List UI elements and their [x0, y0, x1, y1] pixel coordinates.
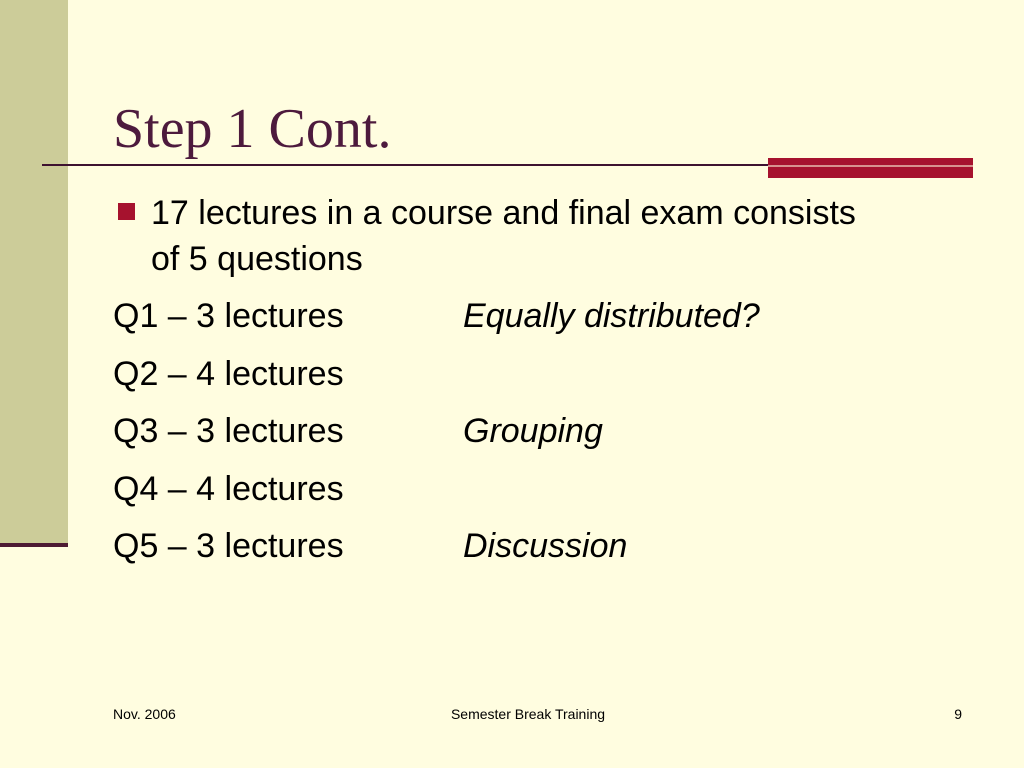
question-label: Q2 – 4 lectures: [113, 354, 344, 393]
question-label: Q1 – 3 lectures: [113, 297, 344, 335]
footer-title: Semester Break Training: [450, 706, 606, 722]
slide-title: Step 1 Cont.: [113, 98, 392, 160]
footer-page-number: 9: [954, 706, 962, 722]
question-note: Discussion: [463, 527, 628, 565]
question-row-q4: [113, 461, 973, 519]
question-row-q1: [113, 288, 973, 346]
bullet-text: 17 lectures in a course and final exam consists of 5 questions: [151, 194, 856, 278]
title-accent-stripe: [768, 165, 973, 167]
square-bullet-icon: [118, 203, 135, 220]
question-row-q3: [113, 403, 973, 461]
question-note: Grouping: [463, 412, 603, 450]
bullet-item: [113, 190, 973, 282]
question-list: [113, 288, 973, 576]
question-label: Q3 – 3 lectures: [113, 412, 344, 450]
left-bar-underline: [0, 543, 68, 547]
title-divider-line: [42, 164, 770, 166]
title-accent-bar: [768, 158, 973, 178]
question-row-q5: [113, 518, 973, 576]
footer-date: Nov. 2006: [113, 706, 176, 722]
left-decorative-bar: [0, 0, 68, 546]
question-label: Q5 – 3 lectures: [113, 527, 344, 565]
question-note: Equally distributed?: [463, 297, 760, 335]
question-row-q2: [113, 346, 973, 404]
question-label: Q4 – 4 lectures: [113, 469, 344, 508]
